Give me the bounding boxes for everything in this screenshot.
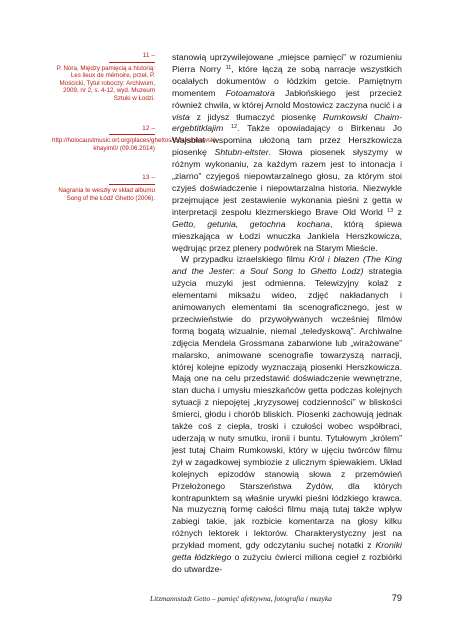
footnote-ref[interactable]: 11 <box>225 64 232 71</box>
footnote-12 <box>52 124 218 153</box>
paragraph-2: W przypadku izraelskiego filmu Król i błazen (The King and the Jester: a Soul Song to Ghetto Lodz) strategia użycia muzyki jest odmienna. Telewizyjny kolaż z elementami miksażu wideo, zdjęć nakładanych i animowanych elementami tła scenograficznego, jest w przeciwieństwie do przywoływanych wcześniej filmów formą bogatą wizualnie, niemal „teledyskową”. Archiwalne zdjęcia Mendela Grossmana zabarwione lub „wirażowane” malarsko, animowane scenografie towarzyszą narracji, której kolejne epizody wyznaczają piosenki Herszkowicza. Mają one na celu przedstawić doświadczenie wewnętrzne, stan ducha i umysłu mieszkańców getta podczas kolejnych sytuacji z niepojętej „kryzysowej codzienności” w bliskości śmierci, głodu i chorób bliskich. Piosenki zachowują jednak także coś z ciepła, troski i czułości wobec współbraci, uderzają w nuty smutku, ironii i buntu. Tytułowym „królem” jest tutaj Chaim Rumkowski, który w ujęciu twórców filmu żył w zagadkowej symbiozie z ulicznym śpiewakiem. Układ kolejnych epizodów stanowią słowa z przemówień Przełożonego Starszeństwa Żydów, dla których kontrapunktem są właśnie urywki pieśni łódzkiego krawca. Na muzyczną formę całości filmu mają tutaj także wpływ zabiegi takie, jak rozbicie komentarza na głosy kilku różnych lektorek i lektorów. Charakterystyczny jest na przykład moment, gdy odczytaniu suchej notatki z Kroniki getta łódzkiego o zużyciu ćwierci miliona cegieł z rozbiórki do utwardze- <box>172 254 403 574</box>
film-title: Fotoamatora <box>225 87 275 98</box>
chronicle-title: Kroniki getta łódzkiego <box>172 540 402 563</box>
footnote-13 <box>52 174 155 202</box>
page-footer <box>150 593 402 603</box>
footnote-11 <box>52 52 155 103</box>
page-number: 79 <box>391 593 402 603</box>
footnote-text: P. Nora, Między pamięcią a historią: Les lieux de mémoire, przeł. P. Mościcki, Tytuł roboczy: Archiwum, 2009, nr 2, s. 4-12, wyd. Muzeum Sztuki w Łodzi. <box>56 64 155 102</box>
song-title: Shtubn-eltster <box>214 147 269 158</box>
margin-footnotes <box>52 52 218 224</box>
footnote-ref[interactable]: 13 <box>387 207 394 214</box>
main-text <box>172 52 402 576</box>
footnote-number: 11 – <box>52 52 155 63</box>
song-title: Getto, getunia, getochna kochana <box>172 218 330 229</box>
paragraph-1: stanowią uprzywilejowane „miejsce pamięci” w rozumieniu Pierra Norry $^{11}$, które łączą ze sobą narracje wszystkich ocalałych dokumentów o łódzkim getcie. Pamiętnym momentem Fotoamatora Jabłońskiego jest przecież również chwila, w której Arnold Mostowicz zaczyna nucić i a vista z jidysz tłumaczyć piosenkę Rumkowski Chaim-ergebtitklajim $^{12}$. Także opowiadający o Birkenau Jo Wajsblat wspomina ułożoną tam przez Herszkowicza piosenkę Shtubn-eltster. Słowa piosenek słyszymy w różnym wykonaniu, za każdym razem jest to intonacja i „ziarno” czyjegoś niepowtarzalnego głosu, za którym stoi czyjeś doświadczenie i niepowtarzalna historia. Niezwykle przejmujące jest zestawienie wykonania pieśni z getta w interpretacji zespołu klezmerskiego Brave Old World $^{13}$ z Getto, getunia, getochna kochana, którą śpiewa mieszkająca w Łodzi wnuczka Jankiela Herszkowicza, wędrując przez plenery podwórek na Starym Mieście. <box>172 52 403 253</box>
running-title: Litzmannstadt Getto – pamięć afektywna, fotografia i muzyka <box>150 594 332 603</box>
footnote-number: 12 – <box>52 125 155 136</box>
film-title: Król i błazen (The King and the Jester: a Soul Song to Ghetto Lodz) <box>172 254 403 277</box>
footnote-ref[interactable]: 12 <box>230 124 238 131</box>
footnote-text: Nagrania te weszły w skład albumu Song of the Łódź Ghetto (2006). <box>58 186 155 202</box>
footnote-number: 13 – <box>52 174 155 185</box>
footnote-link[interactable]: http://holocaustmusic.ort.org/places/ghettos/lodz/rumkowski-khayim0/ (09.06.2014) <box>52 137 218 152</box>
song-title: Rumkowski Chaim-ergebtitklajim <box>172 111 403 134</box>
